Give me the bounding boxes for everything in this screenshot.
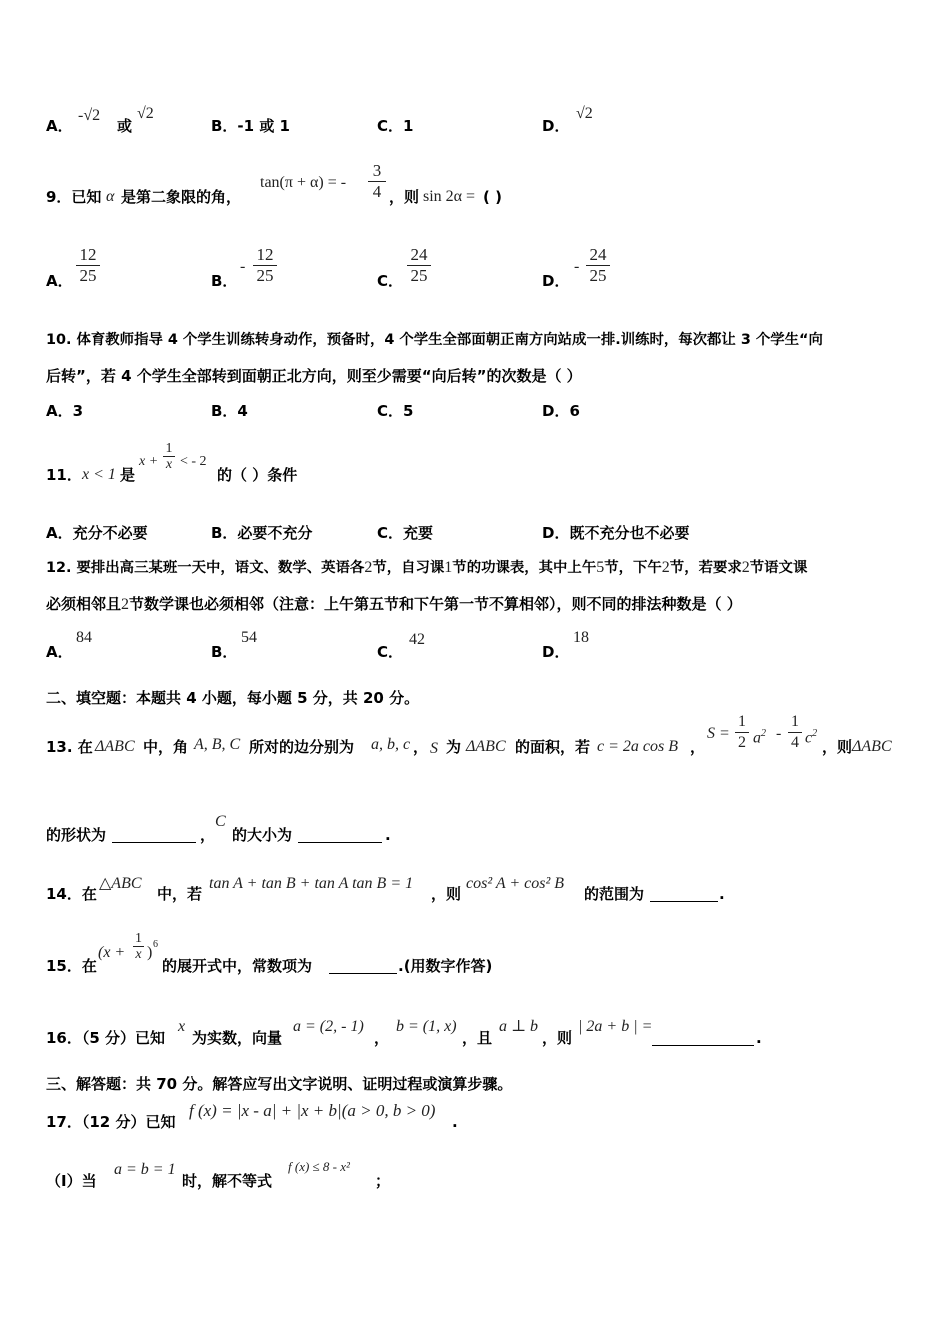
- q12-line1: [46, 558, 807, 578]
- q12-n2-a: 2: [364, 559, 373, 576]
- q13-p5: 的面积，若: [515, 738, 591, 756]
- q13-fraction2: [788, 712, 802, 753]
- q13-C: C: [215, 813, 226, 830]
- q9-fraction: [368, 161, 386, 202]
- q16-period: .: [756, 1029, 762, 1047]
- q13-a-squared: [753, 724, 766, 748]
- q9-paren: ( ): [483, 188, 502, 206]
- q9-option-a-den: 25: [79, 266, 97, 285]
- q8-option-a-label: A．: [46, 117, 73, 135]
- q15-p2: 的展开式中，常数项为: [162, 957, 313, 975]
- q11-fraction-num: 1: [165, 441, 173, 456]
- q13-p4: 为: [446, 738, 462, 756]
- q14-p3: ，则: [431, 885, 462, 903]
- q12-n1: 1: [444, 559, 453, 576]
- q16-comma: ，: [374, 1029, 390, 1047]
- q11-option-a: A．充分不必要: [46, 524, 148, 542]
- q15-fraction: [133, 931, 144, 962]
- q10-line2: 后转”，若 4 个学生全部转到面朝正北方向，则至少需要“向后转”的次数是（ ）: [46, 367, 582, 385]
- q13-fraction2-den: 4: [791, 734, 799, 751]
- q12-option-b-value: 54: [241, 629, 257, 646]
- q13-c-exp: 2: [812, 728, 818, 739]
- q15-fraction-den: x: [135, 947, 142, 962]
- q9-option-c-fraction: [407, 245, 431, 286]
- q9-option-d-fraction: [586, 245, 610, 286]
- q12-line2-b: 节数学课也必须相邻（注意：上午第五节和下午第一节不算相邻），则不同的排法种数是（ ）: [129, 595, 742, 613]
- q14-equation: tan A + tan B + tan A tan B = 1: [209, 875, 414, 892]
- q11-condition2-x: x +: [139, 454, 159, 469]
- q10-line1: 10. 体育教师指导 4 个学生训练转身动作，预备时，4 个学生全部面朝正南方向站成一排.训练时，每次都让 3 个学生“向: [46, 332, 823, 348]
- q16-x: x: [178, 1018, 186, 1035]
- q11-option-d: D．既不充分也不必要: [542, 524, 690, 542]
- q17-p1: 17．（12 分）已知: [46, 1113, 176, 1131]
- q12-line1-b: 节，自习课: [372, 560, 445, 576]
- q13-fraction1-den: 2: [738, 734, 746, 751]
- q15-blank[interactable]: [329, 957, 397, 974]
- q13-line2-a: 的形状为: [46, 826, 107, 844]
- q13-fraction2-num: 1: [791, 713, 799, 730]
- q9-middle: 是第二象限的角，: [121, 188, 242, 206]
- q13-minus: -: [776, 725, 782, 742]
- q9-fraction-num: 3: [372, 161, 382, 180]
- q11-shi: 是: [120, 466, 136, 484]
- q14-expression: cos² A + cos² B: [466, 875, 565, 892]
- q9-alpha: α: [106, 188, 115, 205]
- q14-period: .: [719, 885, 725, 903]
- q13-comma: ，: [413, 738, 429, 756]
- q12-line2-a: 必须相邻且: [46, 595, 122, 613]
- q13-line2-b: ，: [200, 826, 216, 844]
- q14-p1: 14．在: [46, 885, 97, 903]
- q9-option-a-label: A．: [46, 272, 73, 290]
- q13-triangle1: ΔABC: [95, 738, 135, 755]
- q12-line1-e: 节，若要求: [669, 560, 742, 576]
- q14-triangle: △ABC: [99, 875, 142, 892]
- q13-p1: 13. 在: [46, 738, 93, 756]
- q15-expr-right: ): [147, 944, 153, 961]
- q10-option-c: C．5: [377, 402, 414, 420]
- q8-option-d-label: D．: [542, 117, 570, 135]
- q11-condition2-rest: < - 2: [180, 454, 207, 469]
- q13-p3: 所对的边分别为: [249, 738, 355, 756]
- q15-p3: .(用数字作答): [398, 957, 493, 975]
- q13-triangle2: ΔABC: [466, 738, 506, 755]
- q12-line2: [46, 594, 742, 615]
- q9-option-b-den: 25: [256, 266, 274, 285]
- q15-exponent: 6: [153, 939, 158, 950]
- q17-part1-middle: 时，解不等式: [182, 1172, 273, 1190]
- q15-expr-left: (x +: [98, 944, 126, 961]
- q12-option-c-value: 42: [409, 631, 425, 648]
- q9-option-a-num: 12: [79, 245, 97, 264]
- q14-p2: 中，若: [157, 885, 203, 903]
- q13-blank-shape[interactable]: [112, 826, 196, 843]
- q8-option-a-math2: √2: [137, 105, 154, 122]
- q16-p2: 为实数，向量: [192, 1029, 283, 1047]
- q12-option-d-value: 18: [573, 629, 589, 646]
- q9-option-d-den: 25: [589, 266, 607, 285]
- q9-option-b-num: 12: [256, 245, 274, 264]
- q13-condition: c = 2a cos B: [597, 738, 678, 755]
- q9-option-d-num: 24: [589, 245, 607, 264]
- q12-line1-a: 12. 要排出高三某班一天中，语文、数学、英语各: [46, 560, 365, 576]
- q13-c: c: [805, 729, 813, 747]
- q12-option-b-label: B．: [211, 643, 238, 661]
- q9-option-d-label: D．: [542, 272, 570, 290]
- q10-option-a: A．3: [46, 402, 84, 420]
- q13-angles: A, B, C: [194, 736, 241, 753]
- q16-p1: 16．（5 分）已知: [46, 1029, 166, 1047]
- q11-fraction: [163, 441, 175, 472]
- q9-option-c-den: 25: [410, 266, 428, 285]
- q11-prefix: 11．: [46, 466, 82, 484]
- q13-S: S: [430, 740, 438, 757]
- q9-option-b-fraction: [253, 245, 277, 286]
- q9-fraction-den: 4: [372, 182, 382, 201]
- q12-n2-b: 2: [661, 559, 670, 576]
- q9-sin2a: sin 2α =: [423, 188, 476, 205]
- q13-triangle3: ΔABC: [852, 738, 892, 755]
- q16-p3: ，且: [462, 1029, 493, 1047]
- q12-line1-c: 节的功课表，其中上午: [452, 560, 597, 576]
- q12-option-a-label: A．: [46, 643, 73, 661]
- q17-part1-end: ；: [375, 1172, 391, 1190]
- q12-option-a-value: 84: [76, 629, 92, 646]
- q14-p4: 的范围为: [584, 885, 645, 903]
- q14-blank[interactable]: [650, 885, 718, 902]
- q12-n2-c: 2: [741, 559, 750, 576]
- q15-p1: 15．在: [46, 957, 97, 975]
- q13-p2: 中，角: [143, 738, 189, 756]
- q8-option-b: B．-1 或 1: [211, 117, 290, 135]
- q8-option-a-or: 或: [117, 117, 133, 135]
- q8-option-c: C．1: [377, 117, 414, 135]
- q12-option-d-label: D．: [542, 643, 570, 661]
- q16-perp: a ⊥ b: [499, 1018, 539, 1035]
- q16-blank[interactable]: [652, 1029, 754, 1046]
- q13-period: .: [385, 826, 391, 844]
- q10-option-d: D．6: [542, 402, 580, 420]
- q13-blank-angle[interactable]: [298, 826, 382, 843]
- q16-abs: | 2a + b | =: [578, 1018, 653, 1035]
- q9-option-c-label: C．: [377, 272, 404, 290]
- q9-option-d-sign: -: [574, 258, 580, 275]
- q9-option-c-num: 24: [410, 245, 428, 264]
- q13-p6: ，则: [822, 738, 853, 756]
- q16-vector-a: a = (2, - 1): [293, 1018, 364, 1035]
- q13-sides: a, b, c: [371, 736, 411, 753]
- q17-part1-inequality: f (x) ≤ 8 - x²: [288, 1159, 350, 1174]
- q12-n5: 5: [596, 559, 605, 576]
- q17-part1-condition: a = b = 1: [114, 1161, 176, 1178]
- section3-heading: 三、解答题：共 70 分。解答应写出文字说明、证明过程或演算步骤。: [46, 1075, 513, 1093]
- q9-option-a-fraction: [76, 245, 100, 286]
- q13-a-exp: 2: [761, 728, 766, 739]
- q11-option-c: C．充要: [377, 524, 434, 542]
- q13-S-eq: S =: [707, 725, 730, 742]
- q13-fraction1: [735, 712, 749, 753]
- q9-prefix: 9．已知: [46, 188, 102, 206]
- q9-equation-left: tan(π + α) = -: [260, 174, 347, 191]
- q17-function: f (x) = |x - a| + |x + b|(a > 0, b > 0): [189, 1101, 436, 1120]
- q13-c-squared: [805, 724, 817, 748]
- q8-option-a-math1: -√2: [78, 107, 101, 124]
- q11-condition1: x < 1: [82, 466, 116, 483]
- q11-option-b: B．必要不充分: [211, 524, 313, 542]
- q13-a: a: [753, 729, 761, 747]
- q15-fraction-num: 1: [135, 931, 142, 946]
- q12-line1-f: 节语文课: [749, 560, 808, 576]
- q9-option-b-label: B．: [211, 272, 238, 290]
- q10-option-b: B．4: [211, 402, 248, 420]
- q13-line2-c: 的大小为: [232, 826, 293, 844]
- section2-heading: 二、填空题：本题共 4 小题，每小题 5 分，共 20 分。: [46, 689, 420, 707]
- q17-period: .: [452, 1113, 458, 1131]
- q9-then: ，则: [389, 188, 420, 206]
- q11-fraction-den: x: [165, 457, 173, 472]
- q13-comma2: ，: [690, 738, 706, 756]
- q8-option-d-math: √2: [576, 105, 593, 122]
- q13-fraction1-num: 1: [738, 713, 746, 730]
- q9-option-b-sign: -: [240, 258, 246, 275]
- q12-option-c-label: C．: [377, 643, 404, 661]
- q12-line1-d: 节，下午: [604, 560, 662, 576]
- q16-vector-b: b = (1, x): [396, 1018, 457, 1035]
- q16-p4: ，则: [542, 1029, 573, 1047]
- q12-n2-d: 2: [121, 596, 130, 613]
- q11-suffix: 的（ ）条件: [217, 466, 298, 484]
- q17-part1-prefix: （Ⅰ）当: [46, 1172, 97, 1190]
